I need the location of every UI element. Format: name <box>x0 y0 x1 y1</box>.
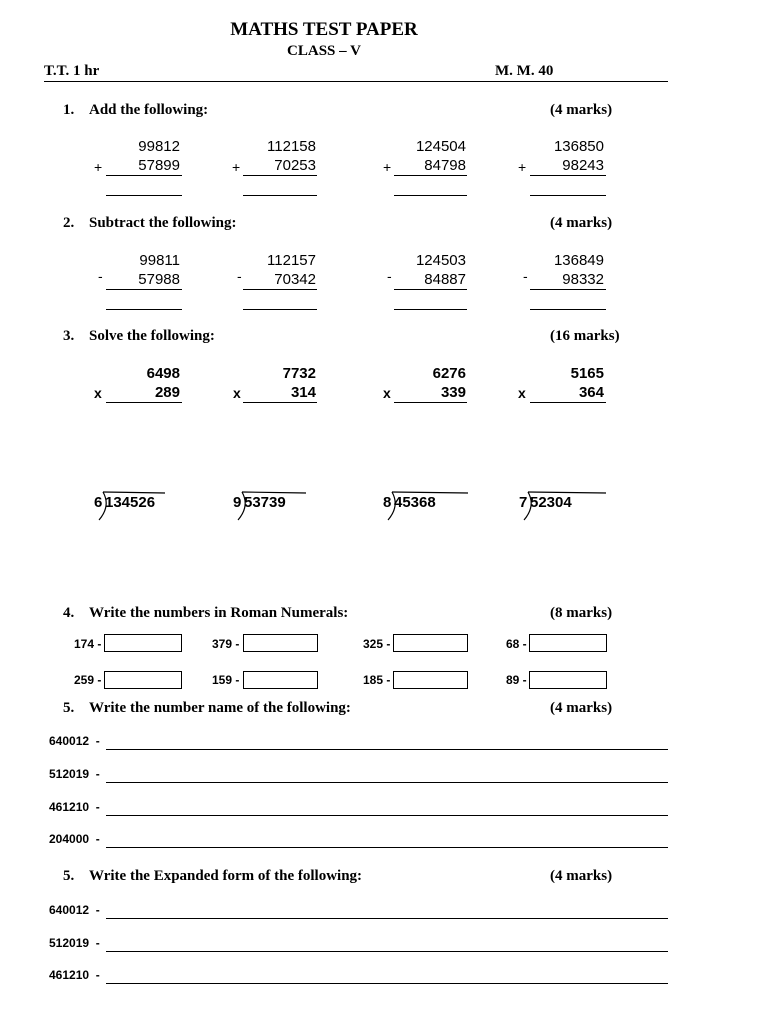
times-sign: x <box>383 385 391 401</box>
minus-sign: - <box>237 268 242 284</box>
plus-sign: + <box>383 159 392 175</box>
q2-rule <box>530 289 606 290</box>
q1-rule <box>243 175 317 176</box>
answer-line[interactable] <box>394 195 467 196</box>
q3-top-2: 7732 <box>282 365 316 382</box>
divisor: 9 <box>233 494 242 511</box>
dividend: 52304 <box>530 494 572 511</box>
q3-bottom-1: 289 <box>154 384 180 401</box>
q3-div-problem <box>518 490 608 524</box>
q3-number: 3. <box>63 328 75 344</box>
times-sign: x <box>518 385 526 401</box>
q3-text: Solve the following: <box>89 328 215 344</box>
plus-sign: + <box>518 159 527 175</box>
writing-line[interactable] <box>106 815 668 816</box>
q1-top-4: 136850 <box>553 138 604 155</box>
q2-top-3: 124503 <box>415 252 466 269</box>
writing-line[interactable] <box>106 983 668 984</box>
q3-rule <box>530 402 606 403</box>
q1-bottom-1: 57899 <box>138 157 180 174</box>
writing-line[interactable] <box>106 749 668 750</box>
divisor: 6 <box>94 494 103 511</box>
writing-line[interactable] <box>106 951 668 952</box>
roman-answer-box[interactable] <box>243 634 318 652</box>
q1-top-3: 124504 <box>415 138 466 155</box>
dividend: 134526 <box>105 494 156 511</box>
dividend: 45368 <box>394 494 436 511</box>
q3-rule <box>394 402 467 403</box>
number-label: 461210 - <box>49 800 100 814</box>
answer-line[interactable] <box>394 309 467 310</box>
plus-sign: + <box>94 159 103 175</box>
roman-answer-box[interactable] <box>529 634 607 652</box>
q3-div-problem <box>93 490 173 524</box>
q6-number: 5. <box>63 868 75 884</box>
q3-rule <box>243 402 317 403</box>
minus-sign: - <box>98 268 103 284</box>
q1-rule <box>530 175 606 176</box>
q6-text: Write the Expanded form of the following: <box>89 868 363 884</box>
q2-marks: (4 marks) <box>550 215 613 231</box>
minus-sign: - <box>523 268 528 284</box>
times-sign: x <box>233 385 241 401</box>
q2-rule <box>394 289 467 290</box>
q3-top-3: 6276 <box>432 365 466 382</box>
divisor: 7 <box>519 494 528 511</box>
roman-answer-box[interactable] <box>529 671 607 689</box>
roman-label: 174 - <box>74 637 102 651</box>
writing-line[interactable] <box>106 782 668 783</box>
q5-number: 5. <box>63 700 75 716</box>
roman-label: 89 - <box>506 673 527 687</box>
q1-bottom-2: 70253 <box>274 157 316 174</box>
q2-bottom-4: 98332 <box>562 271 604 288</box>
q3-bottom-2: 314 <box>290 384 316 401</box>
q3-marks: (16 marks) <box>550 328 620 344</box>
number-label: 512019 - <box>49 767 100 781</box>
roman-answer-box[interactable] <box>393 634 468 652</box>
roman-answer-box[interactable] <box>104 634 182 652</box>
q1-bottom-3: 84798 <box>424 157 466 174</box>
number-label: 204000 - <box>49 832 100 846</box>
q2-rule <box>243 289 317 290</box>
q3-bottom-4: 364 <box>578 384 604 401</box>
q2-top-4: 136849 <box>553 252 604 269</box>
roman-label: 379 - <box>212 637 240 651</box>
q3-div-problem <box>232 490 312 524</box>
plus-sign: + <box>232 159 241 175</box>
divisor: 8 <box>383 494 392 511</box>
q1-rule <box>394 175 467 176</box>
minus-sign: - <box>387 268 392 284</box>
writing-line[interactable] <box>106 918 668 919</box>
answer-line[interactable] <box>530 309 606 310</box>
q3-top-4: 5165 <box>570 365 604 382</box>
roman-answer-box[interactable] <box>104 671 182 689</box>
answer-line[interactable] <box>106 195 182 196</box>
header-divider <box>44 81 668 82</box>
q2-top-2: 112157 <box>267 252 316 269</box>
q3-top-1: 6498 <box>146 365 180 382</box>
q1-top-2: 112158 <box>267 138 316 155</box>
writing-line[interactable] <box>106 847 668 848</box>
q2-bottom-2: 70342 <box>274 271 316 288</box>
roman-answer-box[interactable] <box>243 671 318 689</box>
q6-marks: (4 marks) <box>550 868 613 884</box>
q4-text: Write the numbers in Roman Numerals: <box>89 605 349 621</box>
q2-bottom-3: 84887 <box>424 271 466 288</box>
roman-label: 185 - <box>363 673 391 687</box>
answer-line[interactable] <box>243 195 317 196</box>
roman-label: 259 - <box>74 673 102 687</box>
max-marks: M. M. 40 <box>495 63 554 79</box>
roman-label: 68 - <box>506 637 527 651</box>
roman-label: 159 - <box>212 673 240 687</box>
q1-top-1: 99812 <box>138 138 180 155</box>
q2-text: Subtract the following: <box>89 215 237 231</box>
number-label: 640012 - <box>49 734 100 748</box>
q1-rule <box>106 175 182 176</box>
q4-marks: (8 marks) <box>550 605 613 621</box>
q1-text: Add the following: <box>89 102 209 118</box>
q1-number: 1. <box>63 102 75 118</box>
times-sign: x <box>94 385 102 401</box>
page-subtitle: CLASS – V <box>287 43 361 59</box>
page-title: MATHS TEST PAPER <box>230 19 418 40</box>
q5-text: Write the number name of the following: <box>89 700 351 716</box>
time-allowed: T.T. 1 hr <box>44 63 100 79</box>
answer-line[interactable] <box>530 195 606 196</box>
q2-number: 2. <box>63 215 75 231</box>
answer-line[interactable] <box>243 309 317 310</box>
roman-label: 325 - <box>363 637 391 651</box>
number-label: 461210 - <box>49 968 100 982</box>
q2-bottom-1: 57988 <box>138 271 180 288</box>
dividend: 53739 <box>244 494 286 511</box>
q5-marks: (4 marks) <box>550 700 613 716</box>
q3-bottom-3: 339 <box>440 384 466 401</box>
roman-answer-box[interactable] <box>393 671 468 689</box>
q2-rule <box>106 289 182 290</box>
number-label: 512019 - <box>49 936 100 950</box>
number-label: 640012 - <box>49 903 100 917</box>
q3-rule <box>106 402 182 403</box>
answer-line[interactable] <box>106 309 182 310</box>
q3-div-problem <box>382 490 472 524</box>
q1-bottom-4: 98243 <box>562 157 604 174</box>
q2-top-1: 99811 <box>139 252 180 269</box>
q1-marks: (4 marks) <box>550 102 613 118</box>
q4-number: 4. <box>63 605 75 621</box>
